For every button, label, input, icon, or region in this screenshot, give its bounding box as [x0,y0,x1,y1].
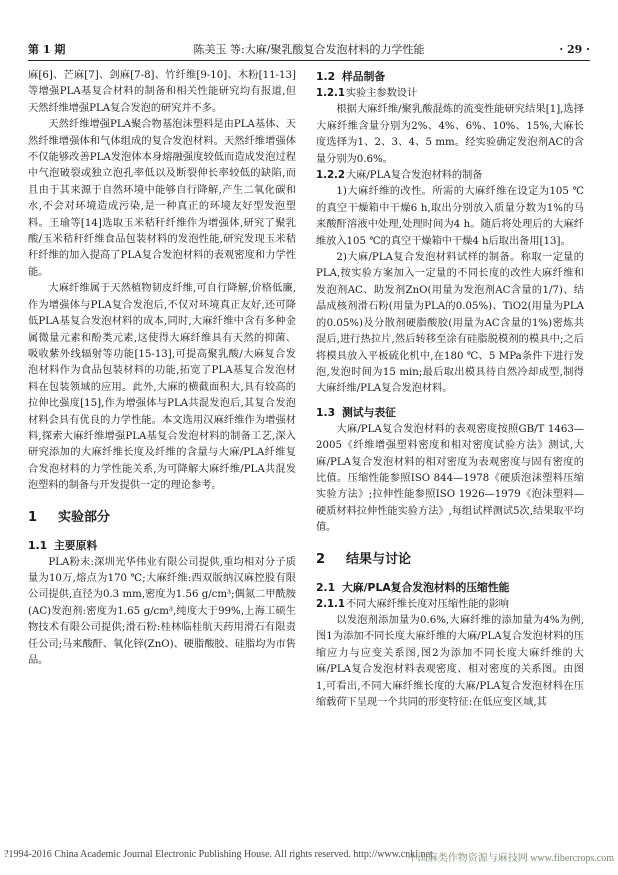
section-number: 1.2 [316,70,336,83]
section-1-2-heading [316,68,584,86]
section-title: 不同大麻纤维长度对压缩性能的影响 [346,598,509,610]
left-column [28,68,296,669]
materials-paragraph: PLA粉末:深圳光华伟业有限公司提供,重均相对分子质量为10万,熔点为170 ℃;大麻纤维:西双版纳汉麻控股有限公司提供,直径为0.3 mm,密度为1.56 g/cm³;偶氮二甲酰胺(AC)发泡剂:密度为1.65 g/cm³,纯度大于99%,上海工硕生物技术有限公司提供;滑石粉:桂林临桂航天药用滑石有限责任公司;马来酸酐、氧化锌(ZnO)、硬脂酸胶、硅脂均为市售品。 [28,556,296,666]
section-1-2-1-heading [316,86,584,102]
section-number: 1.3 [316,405,336,419]
preparation-step-2: 2)大麻/PLA复合发泡材料试样的制备。称取一定量的PLA,按实验方案加入一定量的不同长度的改性大麻纤维和发泡剂AC、助发剂ZnO(用量为发泡剂AC含量的1/7)、结晶成核剂滑石粉(用量为PLA的0.05%)、TiO2(用量为PLA的0.05%)及分散剂硬脂酸胶(用量为AC含量的1%)密炼共混后,进行热拉片,然后转移至涂有硅脂脱模剂的模具中;之后将模具放入平板硫化机中,在180 ℃、5 MPa条件下进行发泡,发泡时间为15 min;最后取出模具待自然冷却成型,制得大麻纤维/PLA复合发泡材料。 [316,252,584,395]
testing-paragraph: 大麻/PLA复合发泡材料的表观密度按照GB/T 1463—2005《纤维增强塑料密度和相对密度试验方法》测试,大麻/PLA复合发泡材料的相对密度为表观密度与固有密度的比值。压缩性能参照ISO 844—1978《硬质泡沫塑料压缩实验方法》;拉伸性能参照ISO 1926—1979《泡沫塑料—硬质材料拉伸性能实验方法》,每组试样测试5次,结果取平均值。 [316,423,584,534]
section-2-heading [316,551,584,569]
section-number: 1.1 [28,538,48,552]
section-title: 实验部分 [58,509,111,525]
issue-number: 第 1 期 [28,43,66,56]
section-1-heading [28,509,296,527]
section-title: 测试与表征 [342,405,396,419]
section-2-1-1-heading [316,597,584,613]
section-number: 1.2.1 [316,88,346,99]
section-number: 1 [28,509,38,525]
running-header [28,42,590,61]
section-title: 实验主参数设计 [346,88,418,99]
section-number: 2.1.1 [316,598,346,610]
section-number: 2 [316,551,326,567]
section-title: 大麻/PLA复合发泡材料的制备 [346,170,483,182]
section-2-1-heading [316,579,584,597]
page-footer [4,849,614,863]
results-paragraph: 以发泡剂添加量为0.6%,大麻纤维的添加量为4%为例,图1为添加不同长度大麻纤维的大麻/PLA复合发泡材料的压缩应力与应变关系图,图2为添加不同长度大麻纤维的大麻/PLA复合发泡材料表观密度、相对密度的关系图。由图1,可看出,不同大麻纤维长度的大麻/PLA复合发泡材料在压缩载荷下呈现一个共同的形变特征:在低应变区域,其 [316,614,584,708]
design-paragraph: 根据大麻纤维/聚乳酸混炼的流变性能研究结果[1],选择大麻纤维含量分别为2%、4%、6%、10%、15%,大麻长度选择为1、2、3、4、5 mm。经实验确定发泡剂AC的含量分别为0.6%。 [316,104,584,165]
section-1-1-heading [28,537,296,555]
section-title: 结果与讨论 [346,551,412,567]
right-column [316,68,584,711]
section-title: 样品制备 [342,70,386,83]
copyright-notice: ?1994-2016 China Academic Journal Electronic Publishing House. All rights reserved. http://www.cnki.net [4,849,433,860]
running-title: 陈美玉 等:大麻/聚乳酸复合发泡材料的力学性能 [193,43,425,56]
section-number: 1.2.2 [316,170,346,182]
preparation-step-1: 1)大麻纤维的改性。所需的大麻纤维在设定为105 ℃的真空干燥箱中干燥6 h,取出分别放入质量分数为1%的马来酸酐溶液中处理,处理时间为4 h。随后将处理后的大麻纤维放入105 ℃的真空干燥箱中干燥4 h后取出备用[13]。 [316,186,584,247]
page-number: · 29 · [559,43,590,56]
intro-paragraph-1: 麻[6]、芒麻[7]、剑麻[7-8]、竹纤维[9-10]、木粉[11-13]等增强PLA基复合材料的制备和相关性能研究均有报道,但天然纤维增强PLA复合发泡的研究并不多。 [28,70,296,114]
intro-paragraph-3: 大麻纤维属于天然植物韧皮纤维,可自行降解,价格低廉,作为增强体与PLA复合发泡后,不仅对环境真正友好,还可降低PLA基复合发泡材料的成本,同时,大麻纤维中含有多种金属微量元素和酚类元素,这使得大麻纤维具有天然的抑菌、吸收紫外线辐射等功能[15-13],可提高聚乳酸/大麻复合发泡材料作为食品包装材料的功能,拓宽了PLA基复合发泡材料在包装领域的应用。此外,大麻的横截面积大,具有较高的拉伸比强度[15],作为增强体与PLA共混发泡后,其复合发泡材料会具有优良的力学性能。本文选用汉麻纤维作为增强材料,探索大麻纤维增强PLA基复合发泡材料的制备工艺,深入研究添加的大麻纤维长度及纤维的含量与大麻/PLA纤维复合发泡材料的力学性能关系,为可降解大麻纤维/PLA共混发泡塑料的制备与开发提供一定的理论参考。 [28,283,296,492]
watermark-text: 中国麻类作物资源与麻技网 www.fibercrops.com [407,853,614,864]
section-1-2-2-heading [316,168,584,184]
section-number: 2.1 [316,580,336,594]
section-title: 主要原料 [54,538,98,552]
section-title: 大麻/PLA复合发泡材料的压缩性能 [342,580,510,594]
section-1-3-heading [316,404,584,422]
intro-paragraph-2: 天然纤维增强PLA聚合物基泡沫塑料是由PLA基体、天然纤维增强体和气体组成的复合发泡材料。天然纤维增强体不仅能够改善PLA发泡体本身熔融强度较低而造成发泡过程中气泡破裂或独立泡孔率低以及断裂伸长率较低的缺陷,而且由于其来源于自然环境中能够自行降解,产生二氧化碳和水,不会对环境造成污染,是一种真正的环境友好型发泡塑料。王瑜等[14]选取玉米秸秆纤维作为增强体,研究了聚乳酸/玉米秸秆纤维食品包装材料的发泡性能,研究发现玉米秸秆纤维的加入提高了PLA复合发泡材料的表观密度和力学性能。 [28,119,296,278]
